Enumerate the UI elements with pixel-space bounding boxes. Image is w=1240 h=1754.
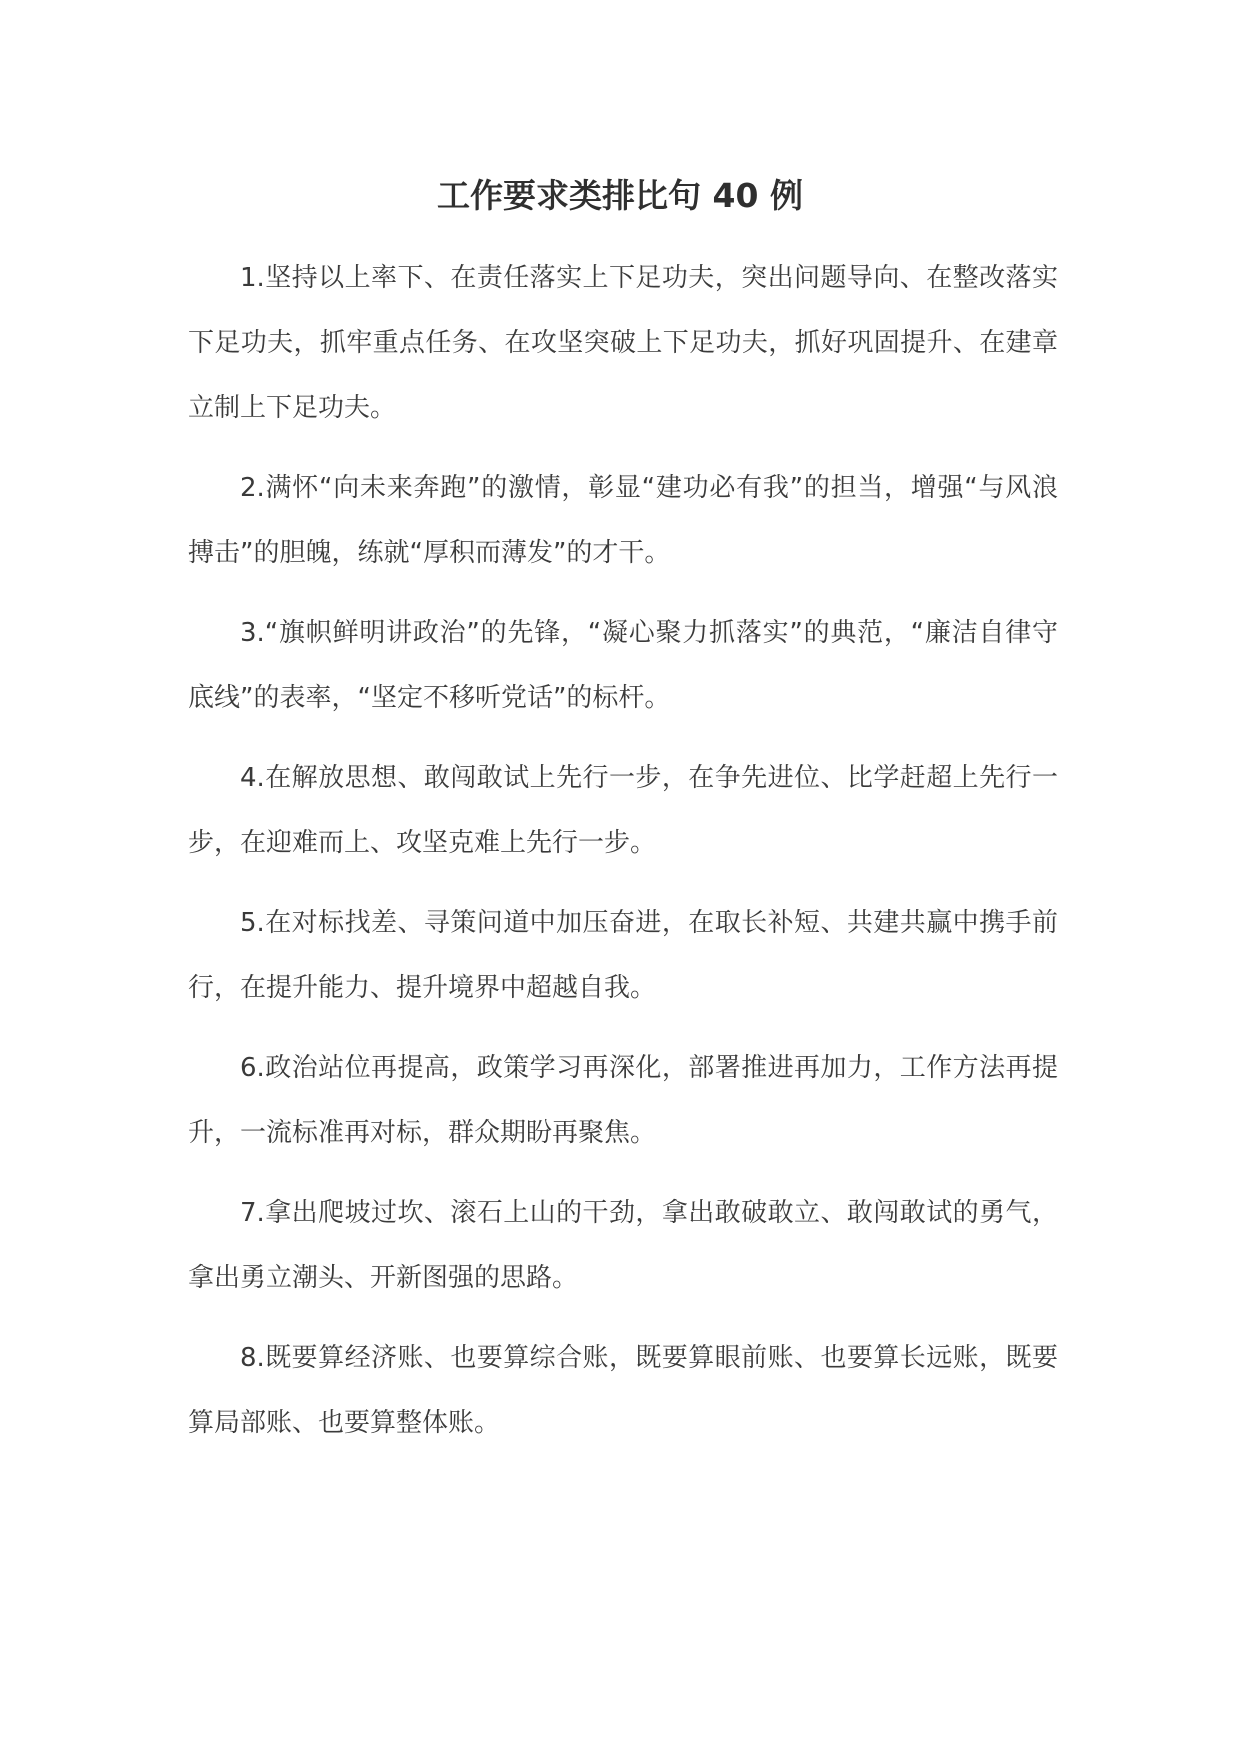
paragraph-3: 3.“旗帜鲜明讲政治”的先锋，“凝心聚力抓落实”的典范，“廉洁自律守底线”的表率，“坚定不移听党话”的标杆。 [188, 618, 1058, 713]
paragraph-5: 5.在对标找差、寻策问道中加压奋进，在取长补短、共建共赢中携手前行，在提升能力、提升境界中超越自我。 [188, 908, 1058, 1003]
document-body [188, 246, 1058, 1471]
paragraph-6: 6.政治站位再提高，政策学习再深化，部署推进再加力，工作方法再提升，一流标准再对标，群众期盼再聚焦。 [188, 1053, 1058, 1148]
paragraph-2: 2.满怀“向未来奔跑”的激情，彰显“建功必有我”的担当，增强“与风浪搏击”的胆魄，练就“厚积而薄发”的才干。 [188, 473, 1058, 568]
document-title: 工作要求类排比句 40 例 [437, 176, 803, 215]
paragraph-1: 1.坚持以上率下、在责任落实上下足功夫，突出问题导向、在整改落实下足功夫，抓牢重点任务、在攻坚突破上下足功夫，抓好巩固提升、在建章立制上下足功夫。 [188, 263, 1058, 423]
paragraph-8: 8.既要算经济账、也要算综合账，既要算眼前账、也要算长远账，既要算局部账、也要算整体账。 [188, 1343, 1058, 1438]
paragraph-4: 4.在解放思想、敢闯敢试上先行一步，在争先进位、比学赶超上先行一步，在迎难而上、攻坚克难上先行一步。 [188, 763, 1058, 858]
paragraph-7: 7.拿出爬坡过坎、滚石上山的干劲，拿出敢破敢立、敢闯敢试的勇气，拿出勇立潮头、开新图强的思路。 [188, 1198, 1058, 1293]
